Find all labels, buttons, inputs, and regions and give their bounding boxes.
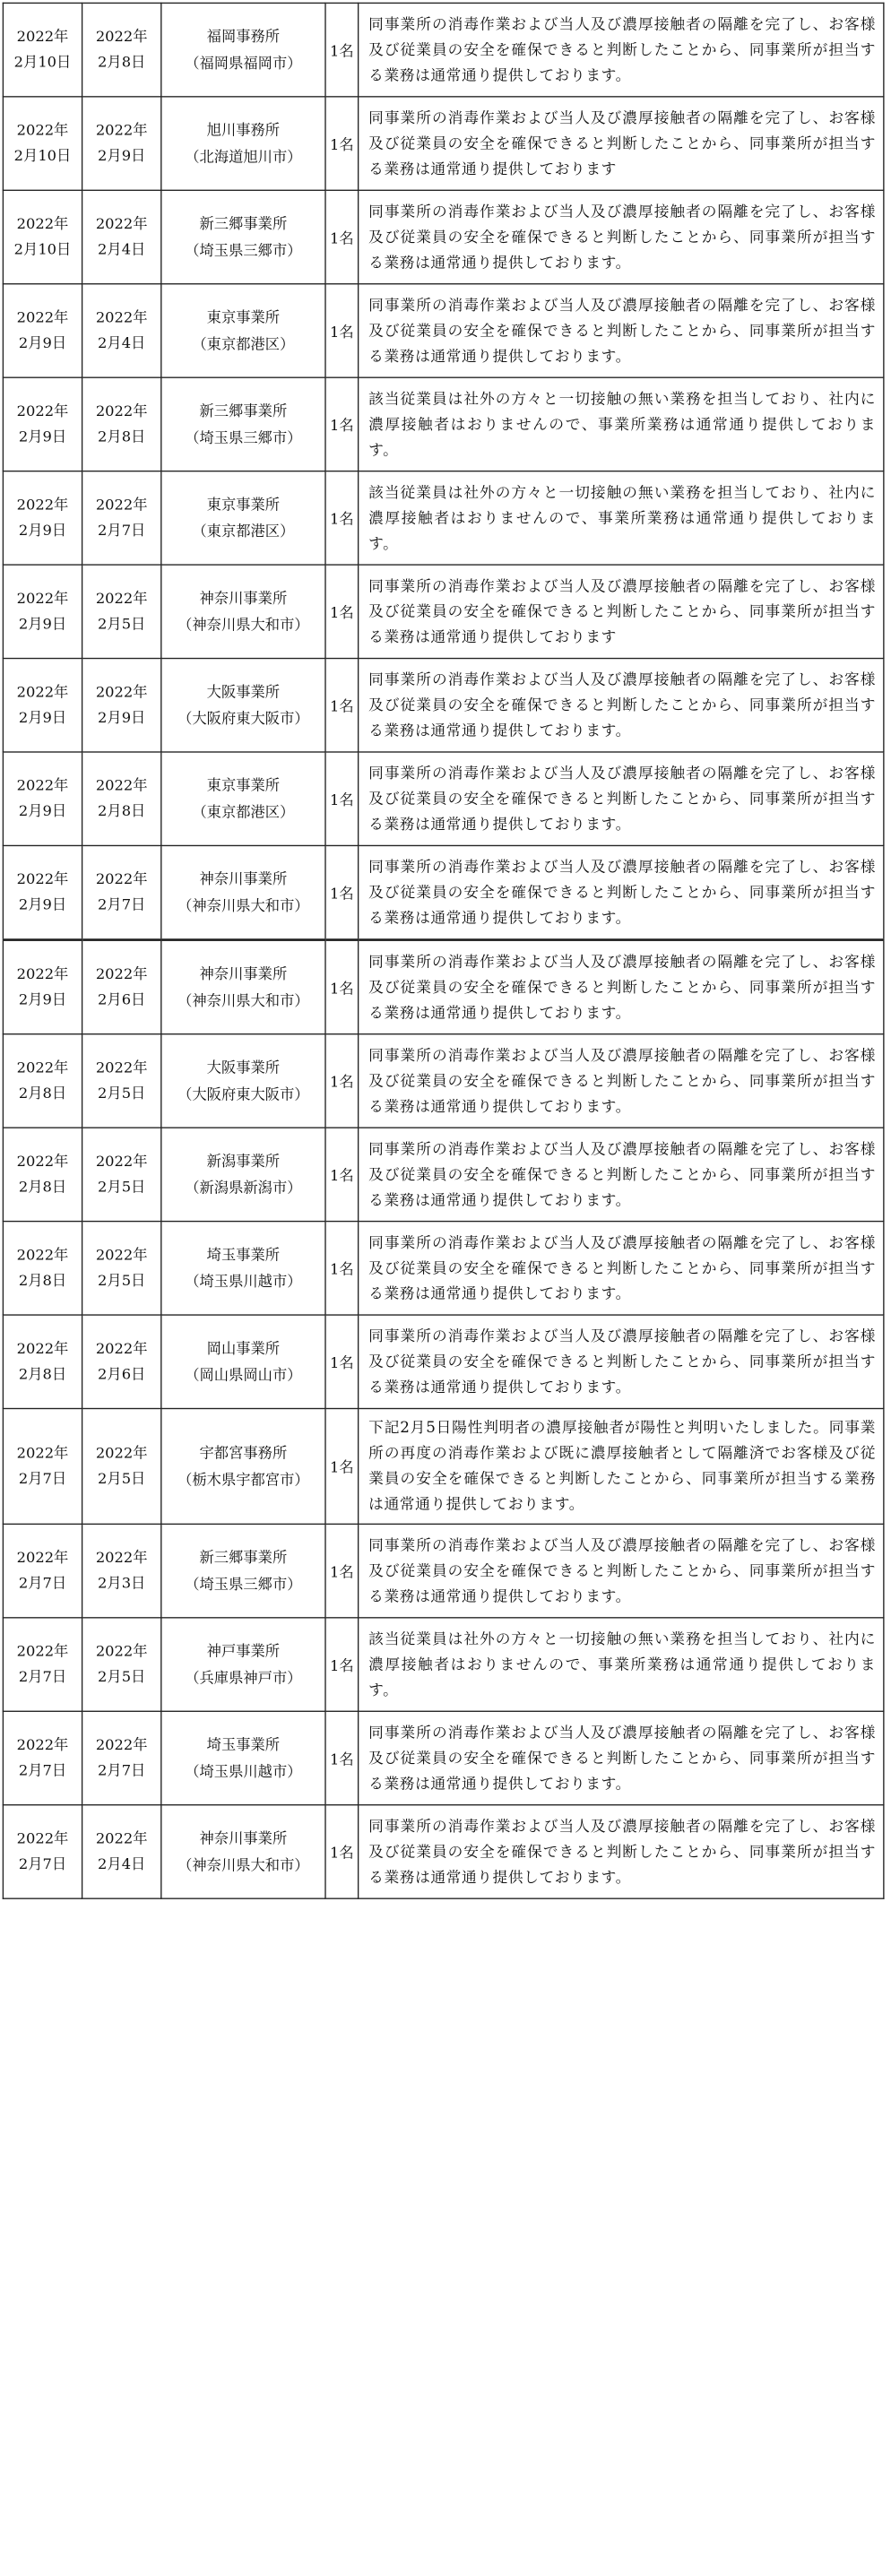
cell-line: 2022年 — [16, 121, 69, 139]
cell-line: 2022年 — [16, 1549, 69, 1567]
office-cell — [161, 1034, 325, 1128]
count-cell: 1名 — [325, 97, 359, 190]
note-cell: 同事業所の消毒作業および当人及び濃厚接触者の隔離を完了し、お客様及び従業員の安全を確保できると判断したことから、同事業所が担当する業務は通常通り提供しております。 — [359, 752, 884, 845]
count-cell: 1名 — [325, 940, 359, 1034]
note-cell: 同事業所の消毒作業および当人及び濃厚接触者の隔離を完了し、お客様及び従業員の安全を確保できると判断したことから、同事業所が担当する業務は通常通り提供しております。 — [359, 190, 884, 283]
note-cell: 同事業所の消毒作業および当人及び濃厚接触者の隔離を完了し、お客様及び従業員の安全を確保できると判断したことから、同事業所が担当する業務は通常通り提供しております。 — [359, 1222, 884, 1315]
note-cell: 同事業所の消毒作業および当人及び濃厚接触者の隔離を完了し、お客様及び従業員の安全を確保できると判断したことから、同事業所が担当する業務は通常通り提供しております — [359, 97, 884, 190]
cell-line: 2022年 — [95, 683, 148, 701]
reported-date-cell — [3, 1128, 82, 1221]
reported-date-cell — [3, 471, 82, 565]
infection-report-table — [3, 3, 885, 1899]
reported-date-cell — [3, 97, 82, 190]
cell-line: 2月7日 — [18, 1574, 67, 1592]
confirmed-date-cell — [82, 471, 161, 565]
office-cell — [161, 659, 325, 752]
confirmed-date-cell — [82, 565, 161, 658]
cell-line: 2022年 — [95, 1549, 148, 1567]
count-cell: 1名 — [325, 1711, 359, 1804]
table-row — [3, 752, 883, 845]
note-cell: 同事業所の消毒作業および当人及び濃厚接触者の隔離を完了し、お客様及び従業員の安全を確保できると判断したことから、同事業所が担当する業務は通常通り提供しております。 — [359, 659, 884, 752]
cell-line: 2022年 — [16, 496, 69, 514]
count-cell: 1名 — [325, 377, 359, 471]
cell-line: 岡山事業所 — [206, 1339, 281, 1357]
cell-line: 2月9日 — [18, 895, 67, 913]
cell-line: 2月5日 — [98, 1084, 146, 1102]
cell-line: 2022年 — [95, 1642, 148, 1660]
cell-line: 2月10日 — [13, 240, 72, 258]
reported-date-cell — [3, 1524, 82, 1617]
cell-line: 2022年 — [16, 402, 69, 419]
cell-line: 2月8日 — [98, 53, 146, 71]
cell-line: （大阪府東大阪市） — [177, 710, 309, 728]
count-cell: 1名 — [325, 1409, 359, 1525]
office-cell — [161, 1315, 325, 1408]
note-cell: 該当従業員は社外の方々と一切接触の無い業務を担当しており、社内に濃厚接触者はおりませんので、事業所業務は通常通り提供しております。 — [359, 377, 884, 471]
cell-line: （東京都港区） — [192, 335, 295, 353]
cell-line: 2022年 — [16, 308, 69, 326]
cell-line: 福岡事務所 — [206, 28, 281, 46]
cell-line: 埼玉事業所 — [206, 1246, 281, 1264]
note-cell: 同事業所の消毒作業および当人及び濃厚接触者の隔離を完了し、お客様及び従業員の安全を確保できると判断したことから、同事業所が担当する業務は通常通り提供しております。 — [359, 1711, 884, 1804]
cell-line: 2月8日 — [98, 428, 146, 445]
office-cell — [161, 1409, 325, 1525]
table-row — [3, 1524, 883, 1617]
cell-line: 2022年 — [95, 215, 148, 233]
office-cell — [161, 940, 325, 1034]
table-row — [3, 471, 883, 565]
cell-line: 2022年 — [16, 1339, 69, 1357]
count-cell: 1名 — [325, 752, 359, 845]
office-cell — [161, 1222, 325, 1315]
cell-line: 2022年 — [95, 1829, 148, 1847]
cell-line: 2月4日 — [98, 334, 146, 352]
count-cell: 1名 — [325, 845, 359, 939]
cell-line: 2022年 — [16, 776, 69, 794]
cell-line: 2022年 — [16, 870, 69, 888]
confirmed-date-cell — [82, 377, 161, 471]
count-cell: 1名 — [325, 1222, 359, 1315]
cell-line: 2022年 — [95, 776, 148, 794]
reported-date-cell — [3, 845, 82, 939]
cell-line: 2月5日 — [98, 1178, 146, 1196]
cell-line: 2022年 — [95, 870, 148, 888]
cell-line: （兵庫県神戸市） — [185, 1669, 302, 1687]
note-cell: 同事業所の消毒作業および当人及び濃厚接触者の隔離を完了し、お客様及び従業員の安全を確保できると判断したことから、同事業所が担当する業務は通常通り提供しております — [359, 565, 884, 658]
cell-line: 2022年 — [16, 1736, 69, 1754]
office-cell — [161, 1524, 325, 1617]
cell-line: 旭川事務所 — [206, 121, 281, 139]
cell-line: 2月8日 — [18, 1084, 67, 1102]
cell-line: 2月9日 — [18, 708, 67, 726]
count-cell: 1名 — [325, 1128, 359, 1221]
table-row — [3, 659, 883, 752]
cell-line: 大阪事業所 — [206, 1059, 281, 1076]
count-cell: 1名 — [325, 1805, 359, 1898]
confirmed-date-cell — [82, 1222, 161, 1315]
table-body — [3, 3, 883, 1898]
note-cell: 同事業所の消毒作業および当人及び濃厚接触者の隔離を完了し、お客様及び従業員の安全を確保できると判断したことから、同事業所が担当する業務は通常通り提供しております。 — [359, 1128, 884, 1221]
office-cell — [161, 284, 325, 377]
count-cell: 1名 — [325, 1618, 359, 1711]
cell-line: （埼玉県川越市） — [185, 1273, 302, 1291]
cell-line: （埼玉県三郷市） — [185, 428, 302, 446]
cell-line: 2月4日 — [98, 1855, 146, 1873]
cell-line: 2月5日 — [98, 1470, 146, 1487]
cell-line: 2月8日 — [18, 1365, 67, 1383]
cell-line: （大阪府東大阪市） — [177, 1085, 309, 1103]
confirmed-date-cell — [82, 3, 161, 96]
confirmed-date-cell — [82, 659, 161, 752]
cell-line: 2月7日 — [98, 895, 146, 913]
cell-line: 神奈川事業所 — [199, 965, 288, 983]
cell-line: 2022年 — [16, 589, 69, 607]
office-cell — [161, 1805, 325, 1898]
table-row — [3, 377, 883, 471]
reported-date-cell — [3, 940, 82, 1034]
note-cell: 同事業所の消毒作業および当人及び濃厚接触者の隔離を完了し、お客様及び従業員の安全を確保できると判断したことから、同事業所が担当する業務は通常通り提供しております。 — [359, 3, 884, 96]
cell-line: 神奈川事業所 — [199, 870, 288, 888]
cell-line: 2月9日 — [18, 334, 67, 352]
office-cell — [161, 471, 325, 565]
cell-line: 2022年 — [16, 683, 69, 701]
cell-line: 2月9日 — [98, 708, 146, 726]
cell-line: （栃木県宇都宮市） — [177, 1471, 309, 1489]
table-row — [3, 1805, 883, 1898]
office-cell — [161, 3, 325, 96]
cell-line: 2022年 — [95, 308, 148, 326]
reported-date-cell — [3, 377, 82, 471]
table-row — [3, 97, 883, 190]
office-cell — [161, 97, 325, 190]
cell-line: 2月8日 — [98, 802, 146, 820]
cell-line: 2022年 — [95, 1059, 148, 1076]
cell-line: 神戸事業所 — [206, 1642, 281, 1660]
cell-line: 新三郷事業所 — [199, 215, 288, 233]
note-cell: 同事業所の消毒作業および当人及び濃厚接触者の隔離を完了し、お客様及び従業員の安全を確保できると判断したことから、同事業所が担当する業務は通常通り提供しております。 — [359, 1315, 884, 1408]
cell-line: 2022年 — [95, 1444, 148, 1462]
count-cell: 1名 — [325, 1034, 359, 1128]
cell-line: 宇都宮事務所 — [199, 1444, 288, 1462]
cell-line: 2月6日 — [98, 1365, 146, 1383]
confirmed-date-cell — [82, 1128, 161, 1221]
confirmed-date-cell — [82, 284, 161, 377]
cell-line: （神奈川県大和市） — [177, 1856, 309, 1874]
reported-date-cell — [3, 1222, 82, 1315]
cell-line: 2022年 — [16, 1829, 69, 1847]
reported-date-cell — [3, 1805, 82, 1898]
office-cell — [161, 1128, 325, 1221]
note-cell: 該当従業員は社外の方々と一切接触の無い業務を担当しており、社内に濃厚接触者はおりませんので、事業所業務は通常通り提供しております。 — [359, 471, 884, 565]
cell-line: （東京都港区） — [192, 803, 295, 821]
cell-line: 2022年 — [16, 965, 69, 983]
cell-line: 2022年 — [16, 1059, 69, 1076]
cell-line: 2022年 — [16, 28, 69, 46]
cell-line: 2022年 — [95, 1339, 148, 1357]
cell-line: 2月6日 — [98, 990, 146, 1008]
count-cell: 1名 — [325, 190, 359, 283]
note-cell: 同事業所の消毒作業および当人及び濃厚接触者の隔離を完了し、お客様及び従業員の安全を確保できると判断したことから、同事業所が担当する業務は通常通り提供しております。 — [359, 284, 884, 377]
count-cell: 1名 — [325, 1524, 359, 1617]
cell-line: 東京事業所 — [206, 308, 281, 326]
confirmed-date-cell — [82, 940, 161, 1034]
cell-line: 2月5日 — [98, 1271, 146, 1289]
cell-line: 2022年 — [16, 1246, 69, 1264]
cell-line: 2月8日 — [18, 1178, 67, 1196]
cell-line: 2022年 — [16, 1444, 69, 1462]
confirmed-date-cell — [82, 1409, 161, 1525]
count-cell: 1名 — [325, 3, 359, 96]
office-cell — [161, 752, 325, 845]
cell-line: （北海道旭川市） — [185, 148, 302, 166]
cell-line: （埼玉県三郷市） — [185, 241, 302, 259]
cell-line: 新三郷事業所 — [199, 1549, 288, 1567]
cell-line: （新潟県新潟市） — [185, 1179, 302, 1197]
note-cell: 該当従業員は社外の方々と一切接触の無い業務を担当しており、社内に濃厚接触者はおりませんので、事業所業務は通常通り提供しております。 — [359, 1618, 884, 1711]
cell-line: 2月8日 — [18, 1271, 67, 1289]
table-row — [3, 940, 883, 1034]
count-cell: 1名 — [325, 659, 359, 752]
confirmed-date-cell — [82, 1618, 161, 1711]
cell-line: （埼玉県川越市） — [185, 1762, 302, 1780]
reported-date-cell — [3, 659, 82, 752]
reported-date-cell — [3, 1034, 82, 1128]
cell-line: 2月9日 — [18, 428, 67, 445]
table-row — [3, 1618, 883, 1711]
confirmed-date-cell — [82, 845, 161, 939]
count-cell: 1名 — [325, 471, 359, 565]
cell-line: 2022年 — [95, 496, 148, 514]
cell-line: （神奈川県大和市） — [177, 616, 309, 634]
note-cell: 同事業所の消毒作業および当人及び濃厚接触者の隔離を完了し、お客様及び従業員の安全を確保できると判断したことから、同事業所が担当する業務は通常通り提供しております。 — [359, 940, 884, 1034]
office-cell — [161, 1618, 325, 1711]
count-cell: 1名 — [325, 284, 359, 377]
table-row — [3, 1222, 883, 1315]
cell-line: 2月9日 — [18, 802, 67, 820]
cell-line: 2月3日 — [98, 1574, 146, 1592]
cell-line: 2022年 — [95, 1246, 148, 1264]
table-row — [3, 565, 883, 658]
cell-line: 2月7日 — [18, 1470, 67, 1487]
cell-line: 神奈川事業所 — [199, 589, 288, 607]
note-cell: 同事業所の消毒作業および当人及び濃厚接触者の隔離を完了し、お客様及び従業員の安全を確保できると判断したことから、同事業所が担当する業務は通常通り提供しております。 — [359, 1034, 884, 1128]
cell-line: 埼玉事業所 — [206, 1736, 281, 1754]
note-cell: 下記2月5日陽性判明者の濃厚接触者が陽性と判明いたしました。同事業所の再度の消毒作業および既に濃厚接触者として隔離済でお客様及び従業員の安全を確保できると判断したことから、同事業所が担当する業務は通常通り提供しております。 — [359, 1409, 884, 1525]
table-row — [3, 1315, 883, 1408]
cell-line: （東京都港区） — [192, 523, 295, 540]
cell-line: （神奈川県大和市） — [177, 897, 309, 915]
cell-line: 2月7日 — [18, 1668, 67, 1686]
office-cell — [161, 565, 325, 658]
cell-line: （埼玉県三郷市） — [185, 1576, 302, 1594]
cell-line: 2月9日 — [18, 521, 67, 539]
cell-line: 2月10日 — [13, 147, 72, 165]
reported-date-cell — [3, 752, 82, 845]
cell-line: 2月7日 — [18, 1855, 67, 1873]
table-row — [3, 1409, 883, 1525]
note-cell: 同事業所の消毒作業および当人及び濃厚接触者の隔離を完了し、お客様及び従業員の安全を確保できると判断したことから、同事業所が担当する業務は通常通り提供しております。 — [359, 1805, 884, 1898]
cell-line: 2月7日 — [18, 1761, 67, 1779]
table-row — [3, 190, 883, 283]
cell-line: （福岡県福岡市） — [185, 55, 302, 73]
note-cell: 同事業所の消毒作業および当人及び濃厚接触者の隔離を完了し、お客様及び従業員の安全を確保できると判断したことから、同事業所が担当する業務は通常通り提供しております。 — [359, 845, 884, 939]
cell-line: 2月9日 — [98, 147, 146, 165]
table-row — [3, 1128, 883, 1221]
count-cell: 1名 — [325, 1315, 359, 1408]
reported-date-cell — [3, 1315, 82, 1408]
table-row — [3, 284, 883, 377]
reported-date-cell — [3, 190, 82, 283]
count-cell: 1名 — [325, 565, 359, 658]
cell-line: 2022年 — [16, 215, 69, 233]
table-row — [3, 3, 883, 96]
office-cell — [161, 377, 325, 471]
cell-line: 2022年 — [95, 402, 148, 419]
reported-date-cell — [3, 1711, 82, 1804]
cell-line: 2月10日 — [13, 53, 72, 71]
table-row — [3, 845, 883, 939]
cell-line: 2022年 — [95, 28, 148, 46]
reported-date-cell — [3, 3, 82, 96]
confirmed-date-cell — [82, 1315, 161, 1408]
confirmed-date-cell — [82, 752, 161, 845]
office-cell — [161, 845, 325, 939]
cell-line: 2022年 — [16, 1642, 69, 1660]
cell-line: （神奈川県大和市） — [177, 991, 309, 1009]
cell-line: 新潟事業所 — [206, 1152, 281, 1170]
cell-line: 新三郷事業所 — [199, 402, 288, 419]
office-cell — [161, 1711, 325, 1804]
note-cell: 同事業所の消毒作業および当人及び濃厚接触者の隔離を完了し、お客様及び従業員の安全を確保できると判断したことから、同事業所が担当する業務は通常通り提供しております。 — [359, 1524, 884, 1617]
office-cell — [161, 190, 325, 283]
cell-line: 2月7日 — [98, 1761, 146, 1779]
table-row — [3, 1034, 883, 1128]
cell-line: 2022年 — [95, 589, 148, 607]
cell-line: 2022年 — [95, 121, 148, 139]
cell-line: 大阪事業所 — [206, 683, 281, 701]
cell-line: 2022年 — [16, 1152, 69, 1170]
confirmed-date-cell — [82, 190, 161, 283]
cell-line: （岡山県岡山市） — [185, 1366, 302, 1384]
cell-line: 2月7日 — [98, 521, 146, 539]
cell-line: 2月5日 — [98, 1668, 146, 1686]
cell-line: 神奈川事業所 — [199, 1829, 288, 1847]
cell-line: 2022年 — [95, 1152, 148, 1170]
reported-date-cell — [3, 565, 82, 658]
confirmed-date-cell — [82, 1524, 161, 1617]
cell-line: 2月5日 — [98, 615, 146, 633]
cell-line: 2月9日 — [18, 990, 67, 1008]
cell-line: 東京事業所 — [206, 496, 281, 514]
cell-line: 2月4日 — [98, 240, 146, 258]
confirmed-date-cell — [82, 1711, 161, 1804]
confirmed-date-cell — [82, 97, 161, 190]
cell-line: 2022年 — [95, 1736, 148, 1754]
reported-date-cell — [3, 1618, 82, 1711]
confirmed-date-cell — [82, 1034, 161, 1128]
reported-date-cell — [3, 284, 82, 377]
cell-line: 2022年 — [95, 965, 148, 983]
reported-date-cell — [3, 1409, 82, 1525]
cell-line: 東京事業所 — [206, 776, 281, 794]
cell-line: 2月9日 — [18, 615, 67, 633]
table-row — [3, 1711, 883, 1804]
confirmed-date-cell — [82, 1805, 161, 1898]
